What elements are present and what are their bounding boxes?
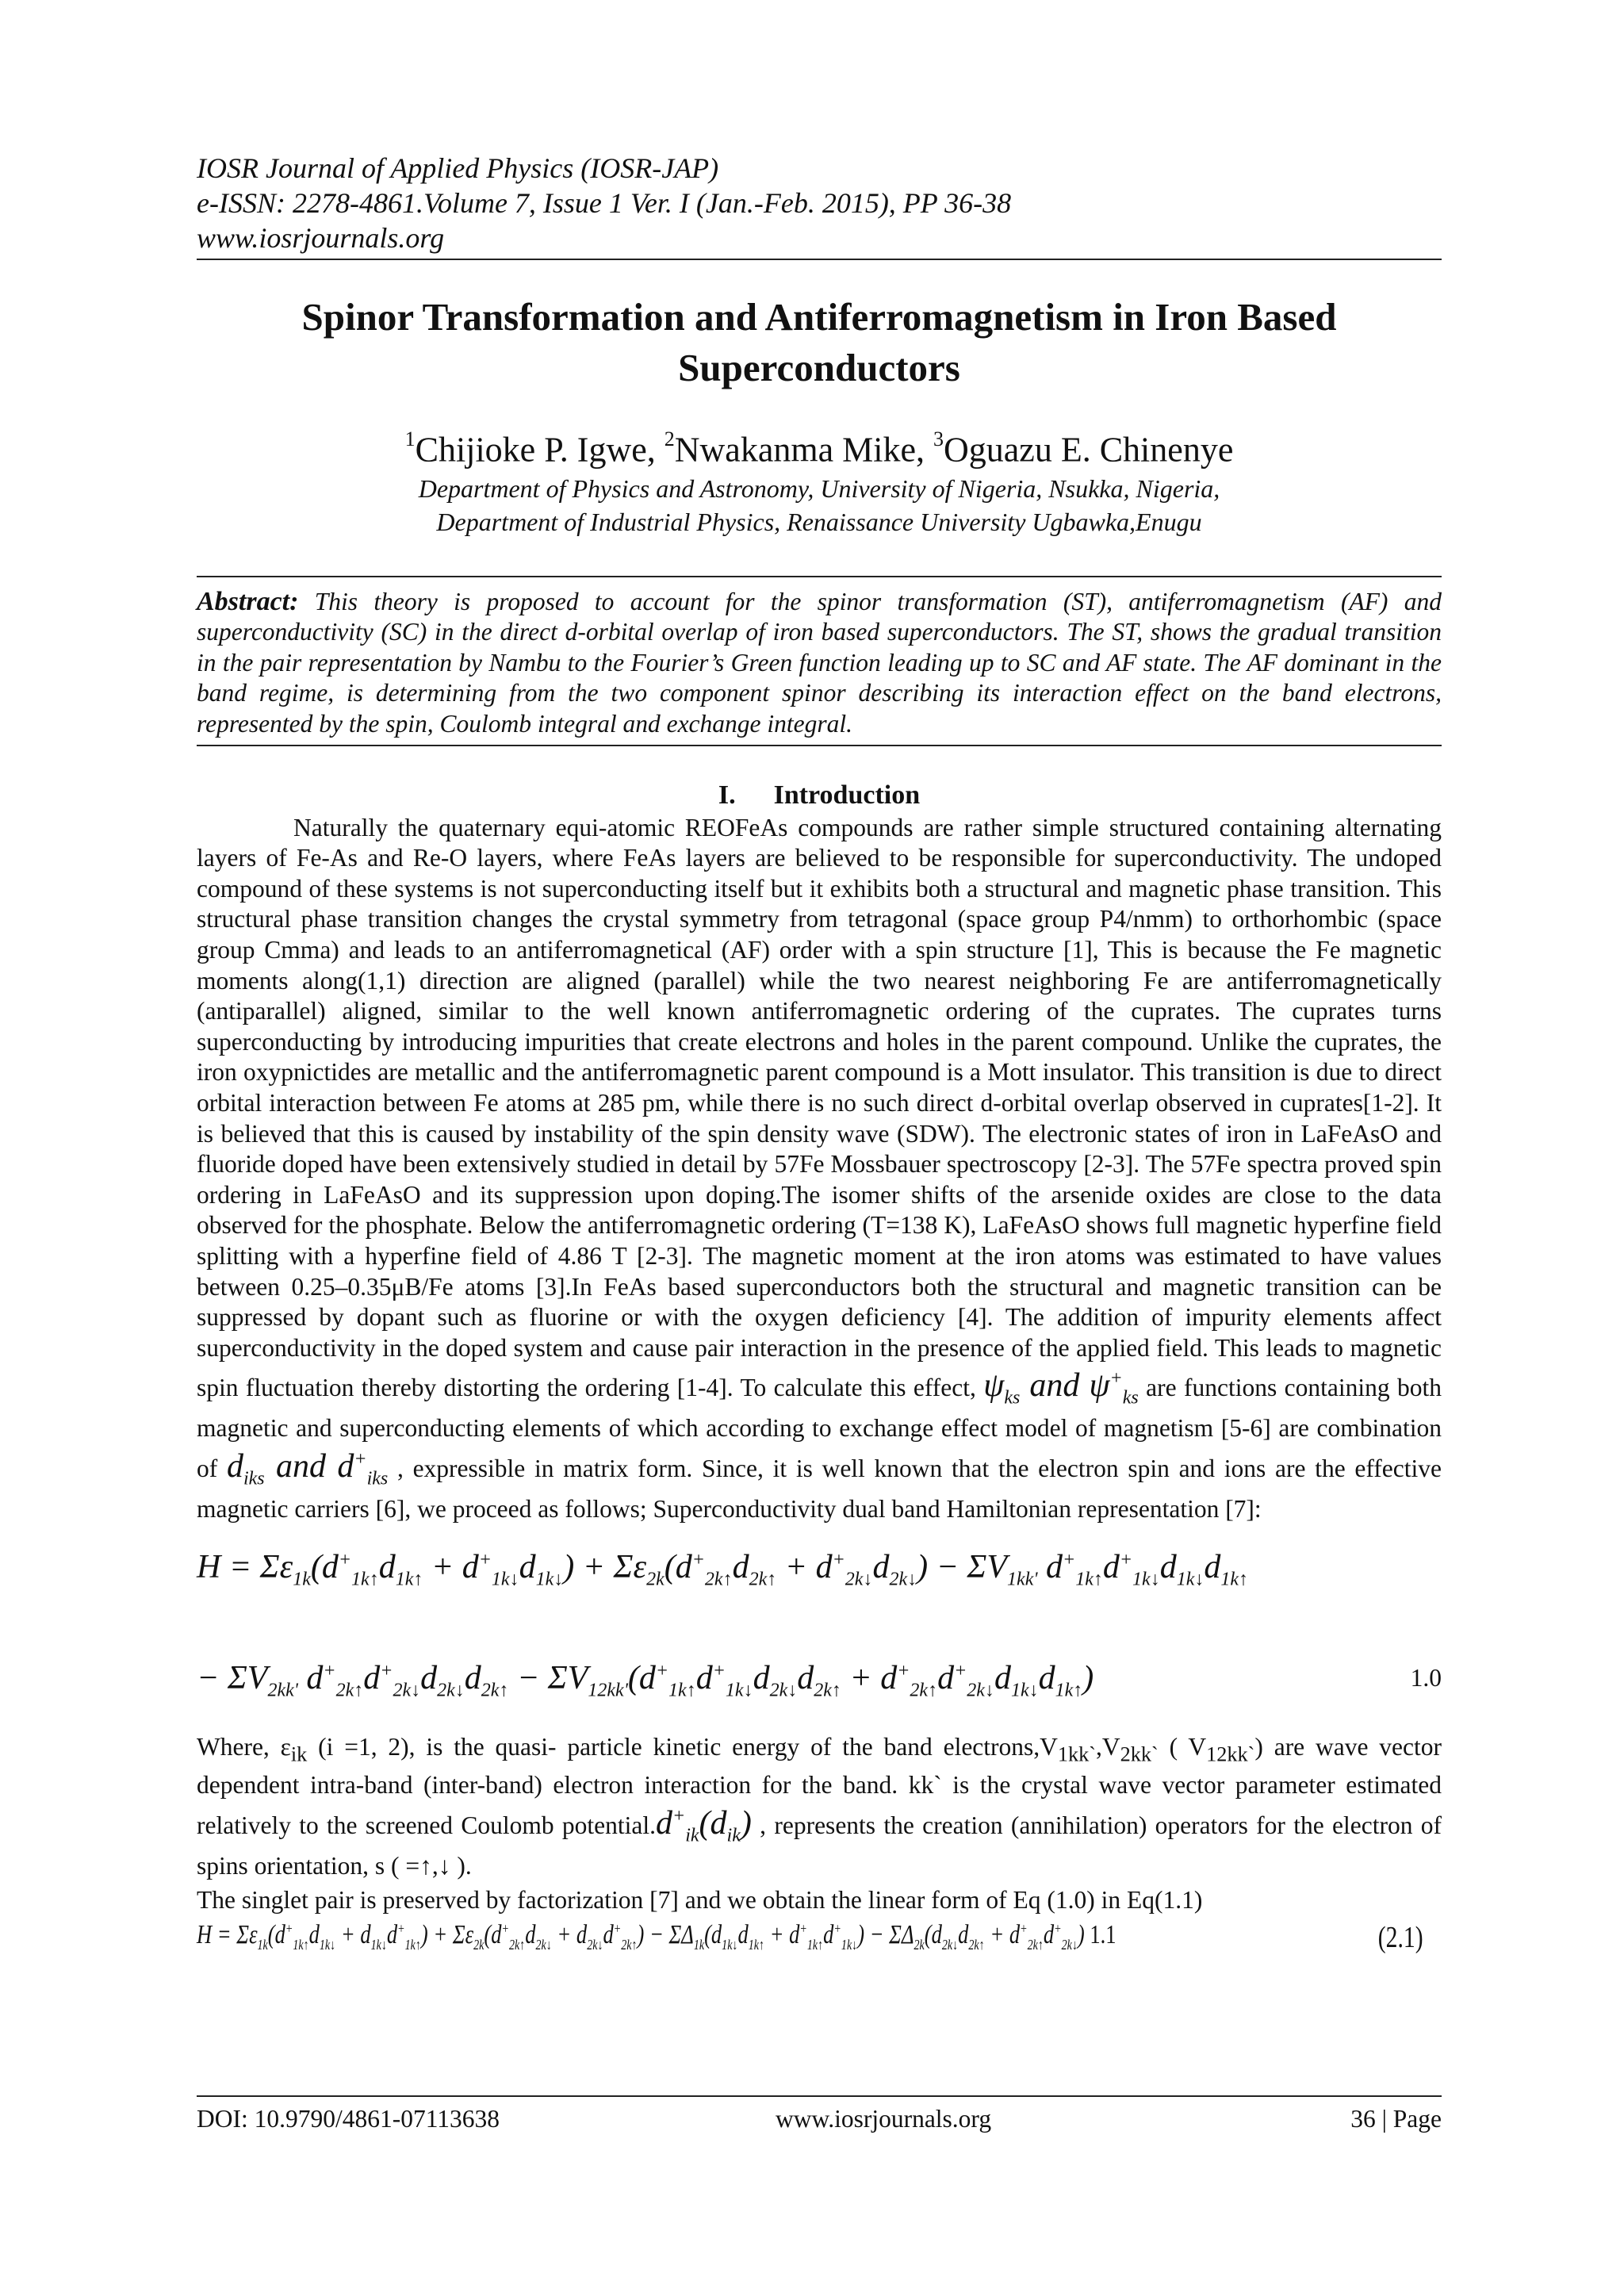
abstract-text: This theory is proposed to account for the spinor transformation (ST), antiferromagnetism (AF) and superconductivity (SC) in the direct d-orbital overlap of iron based superconductors. The ST, shows the gradual transition in the pair representation by Nambu to the Fourier’s Green function leading up to SC and AF state. The AF dominant in the band regime, is determining from the two component spinor describing its interaction effect on the band electrons, represented by the spin, Coulomb integral and exchange integral.	[197, 587, 1442, 738]
author-2-mark: 2	[664, 427, 675, 450]
equation-1-line-1: $H = \Sigma\varepsilon_{1k}(d^+_{1k↑}d_{1k↑} + d^+_{1k↓}d_{1k↓}) + \Sigma\varepsilon_{2k}(d^+_{2k↑}d_{2k↑} + d^+_{2k↓}d_{2k↓}) - \Sigma V_{1kk'}$ $d^+_{1k↑}d^+_{1k↓}d_{1k↓}d_{1k↑}$	[197, 1549, 1249, 1590]
psi-ks-plus-symbol: $\psi^+_{ks}$	[1089, 1367, 1139, 1409]
author-list	[197, 422, 1442, 471]
author-1-mark: 1	[404, 427, 416, 450]
journal-name: IOSR Journal of Applied Physics (IOSR-JAP)	[197, 152, 719, 184]
where-paragraph	[197, 1732, 1442, 1881]
author-3-mark: 3	[933, 427, 944, 450]
d-iks-symbol: $d_{iks}$	[226, 1447, 265, 1489]
singlet-paragraph: The singlet pair is preserved by factorization [7] and we obtain the linear form of Eq (1.0) in Eq(1.1)	[197, 1885, 1203, 1914]
author-1: Chijioke P. Igwe,	[415, 430, 665, 470]
where-sub-12kk: 12kk`	[1206, 1742, 1255, 1766]
page-footer	[197, 2095, 1442, 2137]
footer-doi[interactable]: DOI: 10.9790/4861-07113638	[197, 2105, 500, 2133]
where-sub-2kk: 2kk`	[1120, 1742, 1159, 1766]
where-text-b: (i =1, 2), is the quasi- particle kinetic energy of the band electrons,V	[307, 1733, 1058, 1761]
d-iks-plus-symbol: $d^+_{iks}$	[337, 1447, 389, 1489]
intro-text-1: Naturally the quaternary equi-atomic REOFeAs compounds are rather simple structured containing alternating layers of Fe-As and Re-O layers, where FeAs layers are believed to be responsible for superconductivity. The undoped compound of these systems is not superconducting itself but it exhibits both a structural and magnetic phase transition. This structural phase transition changes the crystal symmetry from tetragonal (space group P4/nmm) to orthorhombic (space group Cmma) and leads to an antiferromagnetical (AF) order with a spin structure [1], This is because the Fe magnetic moments along(1,1) direction are aligned (parallel) while the two nearest neighboring Fe are antiferromagnetically (antiparallel) aligned, similar to the well known antiferromagnetic ordering of the cuprates. The cuprates turns superconducting by introducing impurities that create electrons and holes in the parent compound. Unlike the cuprates, the iron oxypnictides are metallic and the antiferromagnetic parent compound is a Mott insulator. This transition is due to direct orbital interaction between Fe atoms at 285 pm, while there is no such direct d-orbital overlap observed in cuprates[1-2]. It is believed that this is caused by instability of the spin density wave (SDW). The electronic states of iron in LaFeAsO and fluoride doped have been extensively studied in detail by 57Fe Mossbauer spectroscopy [2-3]. The 57Fe spectra proved spin ordering in LaFeAsO and its suppression upon doping.The isomer shifts of the arsenide oxides are close to the data observed for the phosphate. Below the antiferromagnetic ordering (T=138 K), LaFeAsO shows full magnetic hyperfine field splitting with a hyperfine field of 4.86 T [2-3]. The magnetic moment at the iron atoms was estimated to have values between 0.25–0.35μB/Fe atoms [3].In FeAs based superconductors both the structural and magnetic transition can be suppressed by dopant such as fluorine or with the oxygen deficiency [4]. The addition of impurity elements affect superconductivity in the doped system and cause pair interaction in the presence of the applied field. This leads to magnetic spin fluctuation thereby distorting the ordering [1-4]. To calculate this effect,	[197, 813, 1442, 1402]
author-3: Oguazu E. Chinenye	[944, 430, 1234, 470]
equation-2-tail: 1.1	[1090, 1920, 1116, 1950]
equation-2-number: (2.1)	[1377, 1921, 1423, 1955]
section-number: I.	[718, 780, 736, 810]
intro-text-2: are functions containing both magnetic and superconducting elements of which according to exchange effect model of magnetism [5-6] are combination of	[197, 1374, 1442, 1482]
section-heading	[197, 780, 1442, 811]
equation-1-line-2: − $\Sigma V_{2kk'}$ $d^+_{2k↑}d^+_{2k↓}d_{2k↓}d_{2k↑} - \Sigma V_{12kk'}(d^+_{1k↑}d^+_{1k↓}d_{2k↓}d_{2k↑} + d^+_{2k↑}d^+_{2k↓}d_{1k↓}d_{1k↑})$ 1.0	[197, 1660, 1442, 1701]
where-sub-ik: ik	[290, 1742, 308, 1766]
issn-line: e-ISSN: 2278-4861.Volume 7, Issue 1 Ver. I (Jan.-Feb. 2015), PP 36-38	[197, 187, 1012, 219]
where-text-a: Where, ε	[197, 1733, 291, 1761]
and-word-1: and	[1020, 1367, 1090, 1405]
journal-header	[197, 151, 1442, 260]
paper-page	[197, 151, 1442, 1976]
where-sub-1kk: 1kk`	[1057, 1742, 1097, 1766]
d-ik-operator-symbol: $d^+_{ik}(d_{ik})$	[656, 1804, 752, 1846]
intro-text-3: , expressible in matrix form. Since, it is well known that the electron spin and ions are the effective magnetic carriers [6], we proceed as follows; Superconductivity dual band Hamiltonian representation [7]:	[197, 1454, 1442, 1523]
where-text-c: ,V	[1096, 1733, 1120, 1761]
where-text-f: , represents the creation (annihilation) operators for the electron of spins orientation, s ( =↑,↓ ).	[197, 1811, 1442, 1880]
intro-paragraph	[197, 813, 1442, 1525]
abstract-label: Abstract:	[197, 586, 299, 616]
journal-website[interactable]: www.iosrjournals.org	[197, 222, 445, 254]
where-text-e: ) are wave vector dependent intra-band (inter-band) electron interaction for the band. kk` is the crystal wave vector parameter estimated relatively to the screened Coulomb potential.	[197, 1733, 1442, 1839]
affiliation-2: Department of Industrial Physics, Renaissance University Ugbawka,Enugu	[436, 507, 1202, 536]
footer-website[interactable]: www.iosrjournals.org	[776, 2105, 992, 2133]
where-text-d: ( V	[1158, 1733, 1207, 1761]
equation-2: $H = \Sigma\varepsilon_{1k}(d^+_{1k↑}d_{1k↓} + d_{1k↓}d^+_{1k↑}) + \Sigma\varepsilon_{2k}(d^+_{2k↑}d_{2k↓} + d_{2k↓}d^+_{2k↑}) - \Sigma\Delta_{1k}(d_{1k↓}d_{1k↑} + d^+_{1k↑}d^+_{1k↓}) - \Sigma\Delta_{2k}(d_{2k↓}d_{2k↑} + d^+_{2k↑}d^+_{2k↓})$ 1.1 (2.1)	[197, 1920, 1423, 1955]
abstract	[197, 576, 1442, 746]
psi-ks-symbol: $\psi_{ks}$	[983, 1367, 1021, 1409]
equation-1-number: 1.0	[1410, 1664, 1442, 1692]
and-word-2: and	[264, 1447, 338, 1485]
paper-title: Spinor Transformation and Antiferromagnetism in Iron Based Superconductors	[301, 295, 1337, 389]
footer-page-number: 36 | Page	[1350, 2105, 1442, 2133]
section-title: Introduction	[773, 780, 921, 810]
affiliation-1: Department of Physics and Astronomy, University of Nigeria, Nsukka, Nigeria,	[418, 473, 1220, 503]
author-2: Nwakanma Mike,	[674, 430, 933, 470]
header-rule	[197, 259, 1442, 260]
